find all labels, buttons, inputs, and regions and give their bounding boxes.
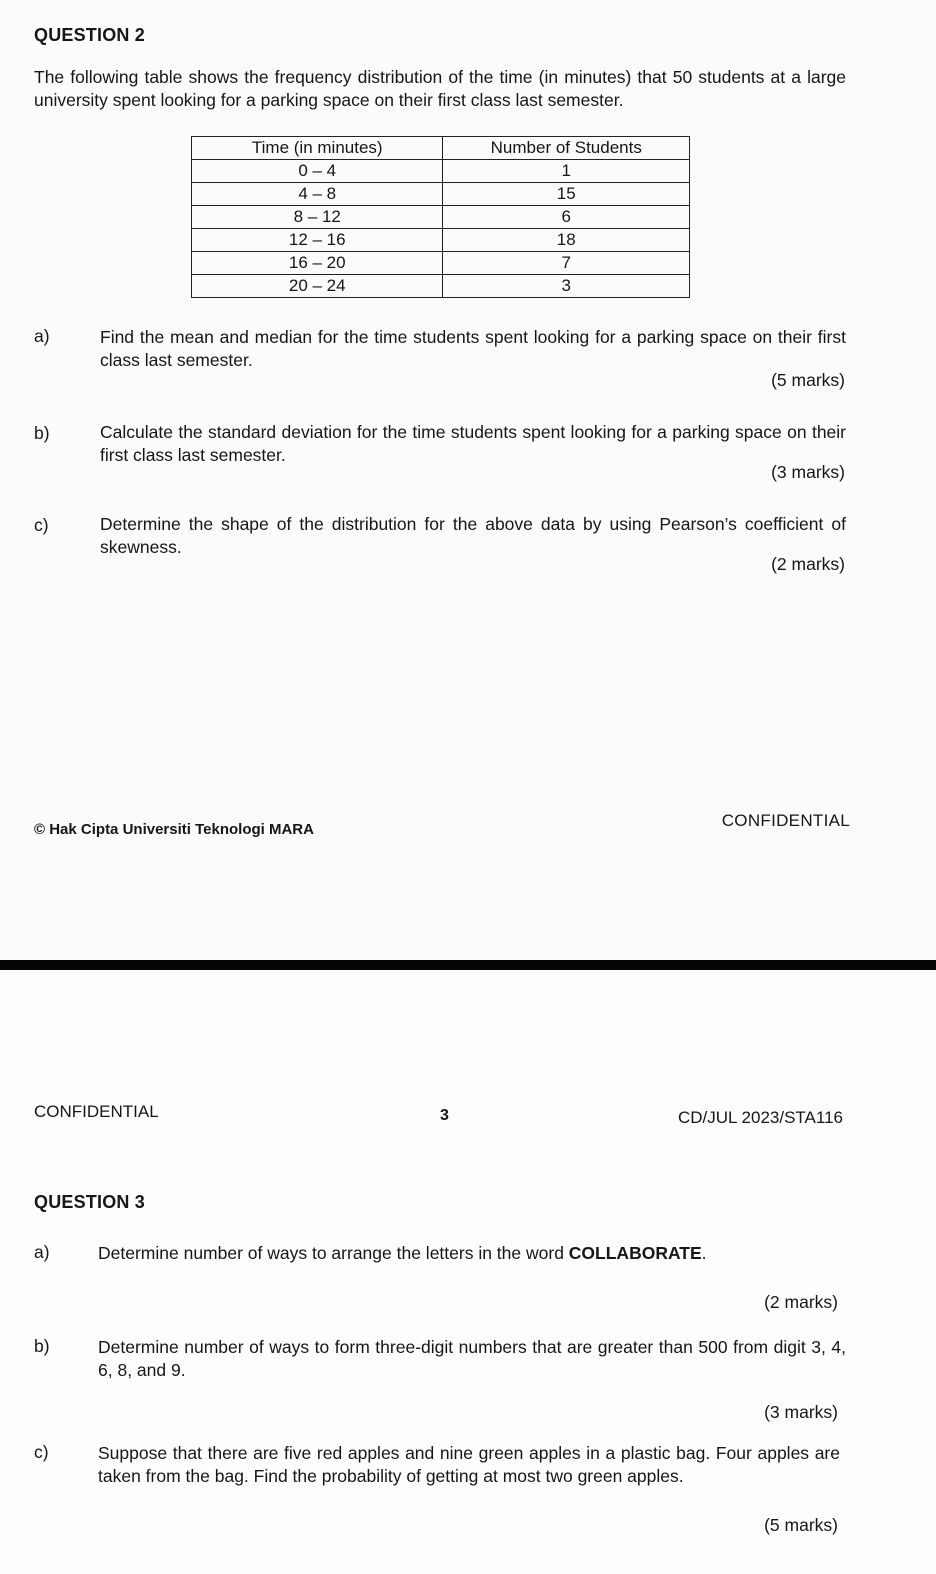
table-cell-count: 6: [443, 206, 690, 229]
table-cell-time: 20 – 24: [192, 275, 443, 298]
question-3-heading: QUESTION 3: [34, 1192, 146, 1212]
question-2-heading: QUESTION 2: [34, 25, 146, 45]
q3-part-a-text: [98, 1242, 848, 1265]
table-row: [192, 229, 690, 252]
table-row: [192, 252, 690, 275]
q2-part-c-label: c): [34, 515, 49, 535]
table-cell-count: 7: [443, 252, 690, 275]
confidential-header: CONFIDENTIAL: [34, 1102, 159, 1121]
q3-part-a-text-end: .: [701, 1243, 707, 1263]
page-number: 3: [440, 1107, 449, 1124]
q3-part-a-label: a): [34, 1242, 50, 1262]
table-row: [192, 206, 690, 229]
q2-part-a-marks: (5 marks): [771, 370, 845, 390]
table-cell-count: 3: [443, 275, 690, 298]
table-row: [192, 183, 690, 206]
course-code: CD/JUL 2023/STA116: [677, 1108, 843, 1127]
q2-part-a-text: Find the mean and median for the time students spent looking for a parking space on their first class last semester.: [100, 327, 846, 370]
table-row: [192, 160, 690, 183]
table-cell-time: 8 – 12: [192, 206, 443, 229]
table-cell-count: 15: [443, 183, 690, 206]
table-cell-time: 0 – 4: [192, 160, 443, 183]
question-2-intro: The following table shows the frequency distribution of the time (in minutes) that 50 students at a large university spent looking for a parking space on their first class last semester.: [34, 67, 846, 110]
table-cell-count: 1: [443, 160, 690, 183]
q2-part-c-text: Determine the shape of the distribution for the above data by using Pearson’s coefficient of skewness.: [100, 514, 846, 557]
exam-page-question-3: [0, 970, 936, 1574]
table-row: [192, 275, 690, 298]
q3-part-a-marks: (2 marks): [764, 1292, 838, 1312]
q3-part-b-label: b): [34, 1336, 50, 1356]
q2-part-c-marks: (2 marks): [771, 554, 845, 574]
q2-part-b-label: b): [34, 423, 50, 443]
copyright-footer: © Hak Cipta Universiti Teknologi MARA: [34, 821, 314, 838]
q3-part-b-text: Determine number of ways to form three-digit numbers that are greater than 500 from digit 3, 4, 6, 8, and 9.: [98, 1337, 846, 1380]
table-cell-time: 16 – 20: [192, 252, 443, 275]
table-cell-count: 18: [443, 229, 690, 252]
q3-part-a-text-start: Determine number of ways to arrange the letters in the word: [98, 1243, 569, 1263]
confidential-footer: CONFIDENTIAL: [721, 811, 850, 830]
q2-part-b-text: Calculate the standard deviation for the time students spent looking for a parking space on their first class last semester.: [100, 422, 846, 465]
table-header-row: [192, 137, 690, 160]
q2-part-a-label: a): [34, 326, 50, 346]
frequency-table: [191, 136, 690, 298]
table-cell-time: 4 – 8: [192, 183, 443, 206]
page-divider: [0, 960, 936, 970]
q3-part-c-label: c): [34, 1442, 49, 1462]
q3-part-c-marks: (5 marks): [764, 1515, 838, 1535]
q3-part-c-text: Suppose that there are five red apples and nine green apples in a plastic bag. Four apples are taken from the bag. Find the probability of getting at most two green apples.: [98, 1443, 840, 1486]
table-header-time: Time (in minutes): [192, 137, 443, 160]
q3-part-b-marks: (3 marks): [764, 1402, 838, 1422]
table-header-students: Number of Students: [443, 137, 690, 160]
q3-part-a-word: COLLABORATE: [568, 1243, 702, 1263]
q2-part-b-marks: (3 marks): [771, 462, 845, 482]
table-cell-time: 12 – 16: [192, 229, 443, 252]
